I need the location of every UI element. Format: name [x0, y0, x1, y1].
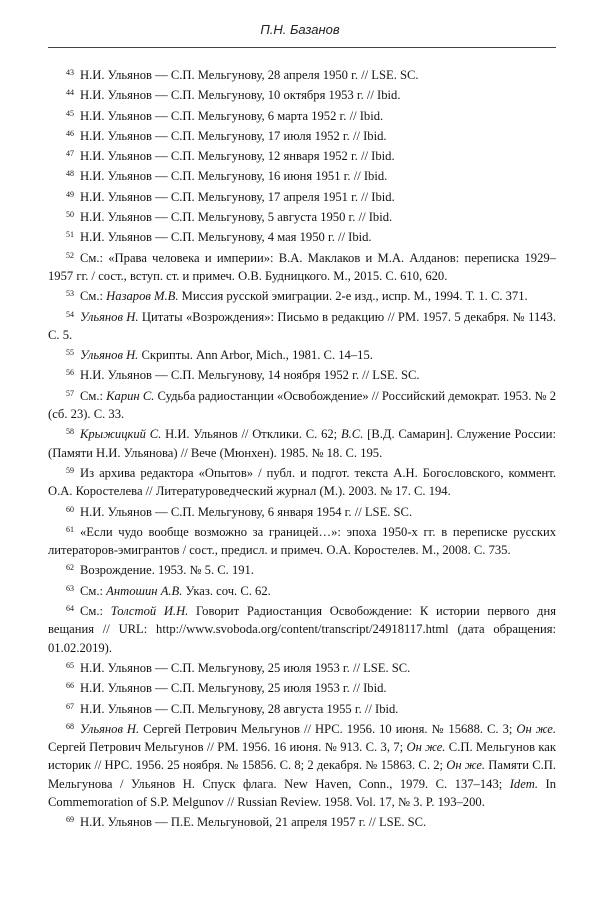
footnote-text: Из архива редактора «Опытов» / публ. и подгот. текста А.Н. Богословского, коммент. О.А. Коростелева // Литературоведческий журнал (М.). 2003. № 17. С. 194. — [48, 465, 556, 499]
footnote-66 — [48, 677, 556, 697]
footnote-text: Н.И. Ульянов — С.П. Мельгунову, 4 мая 1950 г. // Ibid. — [80, 230, 372, 245]
footnote-46 — [48, 125, 556, 145]
footnote-text: Скрипты. Ann Arbor, Mich., 1981. С. 14–15. — [138, 348, 373, 363]
footnote-50 — [48, 206, 556, 226]
footnote-62 — [48, 559, 556, 579]
footnote-number: 56 — [66, 368, 74, 378]
footnote-text: Н.И. Ульянов — С.П. Мельгунову, 14 ноября 1952 г. // LSE. SC. — [80, 368, 420, 383]
footnote-text: См.: — [80, 388, 107, 403]
footnote-text: См.: — [80, 289, 107, 304]
footnote-italic-text: Ульянов Н. — [80, 721, 140, 736]
footnote-64 — [48, 600, 556, 657]
footnote-text: Н.И. Ульянов — С.П. Мельгунову, 10 октября 1953 г. // Ibid. — [80, 88, 401, 103]
footnote-number: 45 — [66, 108, 74, 118]
footnote-number: 46 — [66, 128, 74, 138]
footnote-number: 58 — [66, 427, 74, 437]
footnote-text: Цитаты «Возрождения»: Письмо в редакцию // РМ. 1957. 5 декабря. № 1143. С. 5. — [48, 309, 556, 342]
footnote-text: См.: «Права человека и империи»: В.А. Маклаков и М.А. Алданов: переписка 1929–1957 гг. / сост., вступ. ст. и примеч. О.В. Будницкого. М., 2015. С. 610, 620. — [48, 250, 556, 283]
footnote-58 — [48, 423, 556, 462]
footnote-number: 59 — [66, 465, 74, 475]
footnote-text: Н.И. Ульянов — С.П. Мельгунову, 5 августа 1950 г. // Ibid. — [80, 210, 393, 225]
footnote-54 — [48, 306, 556, 345]
footnote-number: 47 — [66, 149, 74, 159]
footnote-text: «Если чудо вообще возможно за границей…»: эпоха 1950-х гг. в переписке русских литераторов-эмигрантов / сост., предисл. и примеч. О.А. Коростелев. М., 2008. С. 735. — [48, 524, 556, 558]
footnote-61 — [48, 521, 556, 560]
running-header: П.Н. Базанов — [260, 22, 340, 37]
footnote-text: Указ. соч. С. 62. — [182, 583, 271, 598]
footnote-number: 63 — [66, 583, 74, 593]
footnote-69 — [48, 811, 556, 831]
footnote-text: Н.И. Ульянов — С.П. Мельгунову, 25 июля 1953 г. // Ibid. — [80, 681, 387, 696]
footnote-text: Н.И. Ульянов — С.П. Мельгунову, 28 августа 1955 г. // Ibid. — [80, 701, 399, 716]
footnote-text: Возрождение. 1953. № 5. С. 191. — [80, 563, 254, 578]
footnote-number: 57 — [66, 388, 74, 398]
footnote-italic-text: Он же. — [446, 758, 486, 773]
footnote-text: Н.И. Ульянов — С.П. Мельгунову, 6 марта 1952 г. // Ibid. — [80, 108, 384, 123]
footnote-number: 67 — [66, 701, 74, 711]
footnote-text: Н.И. Ульянов — П.Е. Мельгуновой, 21 апреля 1957 г. // LSE. SC. — [80, 815, 427, 830]
footnote-italic-text: Он же. — [516, 721, 557, 736]
footnote-text: Судьба радиостанции «Освобождение» // Российский демократ. 1953. № 2 (сб. 23). С. 33. — [48, 388, 556, 422]
footnote-italic-text: Крыжицкий С. — [80, 427, 162, 442]
footnote-60 — [48, 501, 556, 521]
footnote-number: 53 — [66, 289, 74, 299]
header-rule — [48, 47, 556, 48]
footnote-text: Н.И. Ульянов — С.П. Мельгунову, 17 июля 1952 г. // Ibid. — [80, 128, 387, 143]
footnote-text: См.: — [80, 604, 111, 619]
footnote-italic-text: Толстой И.Н. — [110, 604, 189, 619]
footnote-number: 65 — [66, 660, 74, 670]
footnote-text: Памяти С.П. Мельгунова / Ульянов Н. Спуск флага. New Haven, Conn., 1979. С. 137–143; — [48, 758, 557, 791]
footnote-text: См.: — [80, 583, 107, 598]
footnote-48 — [48, 165, 556, 185]
footnote-italic-text: В.С. — [340, 427, 364, 442]
footnote-italic-text: Антошин А.В. — [106, 583, 183, 598]
footnote-55 — [48, 344, 556, 364]
footnote-italic-text: Ульянов Н. — [80, 309, 139, 324]
footnote-49 — [48, 186, 556, 206]
footnote-text: Н.И. Ульянов — С.П. Мельгунову, 6 января 1954 г. // LSE. SC. — [80, 504, 413, 519]
footnote-number: 60 — [66, 504, 74, 514]
footnote-number: 49 — [66, 189, 74, 199]
footnote-56 — [48, 364, 556, 384]
footnote-67 — [48, 698, 556, 718]
footnote-number: 48 — [66, 169, 74, 179]
footnote-text: Миссия русской эмиграции. 2-е изд., испр. М., 1994. Т. 1. С. 371. — [178, 289, 528, 304]
footnote-number: 61 — [66, 524, 74, 534]
footnote-45 — [48, 105, 556, 125]
footnote-number: 51 — [66, 230, 74, 240]
footnote-number: 50 — [66, 210, 74, 220]
footnote-68 — [48, 718, 556, 811]
footnote-47 — [48, 145, 556, 165]
footnote-text: Сергей Петрович Мельгунов // РМ. 1956. 16 июня. № 913. С. 3, 7; — [48, 740, 407, 755]
footnote-57 — [48, 385, 556, 424]
footnote-italic-text: Карин С. — [106, 388, 155, 403]
footnote-number: 54 — [66, 309, 74, 319]
footnote-text: С.П. Мельгунов как историк // НРС. 1956. 25 ноября. № 15856. С. 8; 2 декабря. № 15863. С. 2; — [48, 740, 557, 773]
footnote-text: Говорит Радиостанция Освобождение: К истории первого дня вещания // URL: http://www.svoboda.org/content/transcript/24918117.html (дата обращения: 01.02.2019). — [48, 604, 556, 655]
footnote-italic-text: Он же. — [406, 740, 446, 755]
footnote-text: Н.И. Ульянов — С.П. Мельгунову, 25 июля 1953 г. // LSE. SC. — [80, 660, 411, 675]
footnote-italic-text: Ульянов Н. — [80, 348, 139, 363]
footnote-text: [В.Д. Самарин]. Служение России: (Памяти Н.И. Ульянова) // Вече (Мюнхен). 1985. № 18. С. 195. — [48, 427, 556, 460]
footnote-number: 68 — [66, 721, 74, 731]
footnote-number: 44 — [66, 88, 74, 98]
footnotes-list — [48, 64, 556, 832]
footnote-text: Н.И. Ульянов — С.П. Мельгунову, 12 января 1952 г. // Ibid. — [80, 149, 395, 164]
footnote-text: Н.И. Ульянов // Отклики. С. 62; — [161, 427, 341, 442]
footnote-number: 43 — [66, 68, 74, 77]
footnote-44 — [48, 84, 556, 104]
footnote-text: Н.И. Ульянов — С.П. Мельгунову, 28 апреля 1950 г. // LSE. SC. — [80, 68, 419, 82]
footnote-63 — [48, 580, 556, 600]
footnote-53 — [48, 285, 556, 305]
footnote-text: In Commemoration of S.P. Melgunov // Russian Review. 1958. Vol. 17, № 3. P. 193–200. — [48, 776, 556, 809]
footnote-65 — [48, 657, 556, 677]
footnote-number: 64 — [66, 604, 74, 614]
footnote-59 — [48, 462, 556, 501]
footnote-text: Н.И. Ульянов — С.П. Мельгунову, 16 июня 1951 г. // Ibid. — [80, 169, 388, 184]
footnote-number: 66 — [66, 681, 74, 691]
footnote-italic-text: Idem. — [509, 776, 539, 791]
footnote-52 — [48, 247, 556, 286]
footnote-number: 55 — [66, 348, 74, 358]
footnote-text: Сергей Петрович Мельгунов // НРС. 1956. 10 июня. № 15688. С. 3; — [139, 721, 517, 736]
footnote-italic-text: Назаров М.В. — [106, 289, 179, 304]
footnote-number: 62 — [66, 563, 74, 573]
footnote-number: 69 — [66, 815, 74, 825]
footnote-text: Н.И. Ульянов — С.П. Мельгунову, 17 апреля 1951 г. // Ibid. — [80, 189, 395, 204]
footnote-51 — [48, 226, 556, 246]
footnote-number: 52 — [66, 250, 74, 260]
footnote-43 — [48, 64, 556, 84]
